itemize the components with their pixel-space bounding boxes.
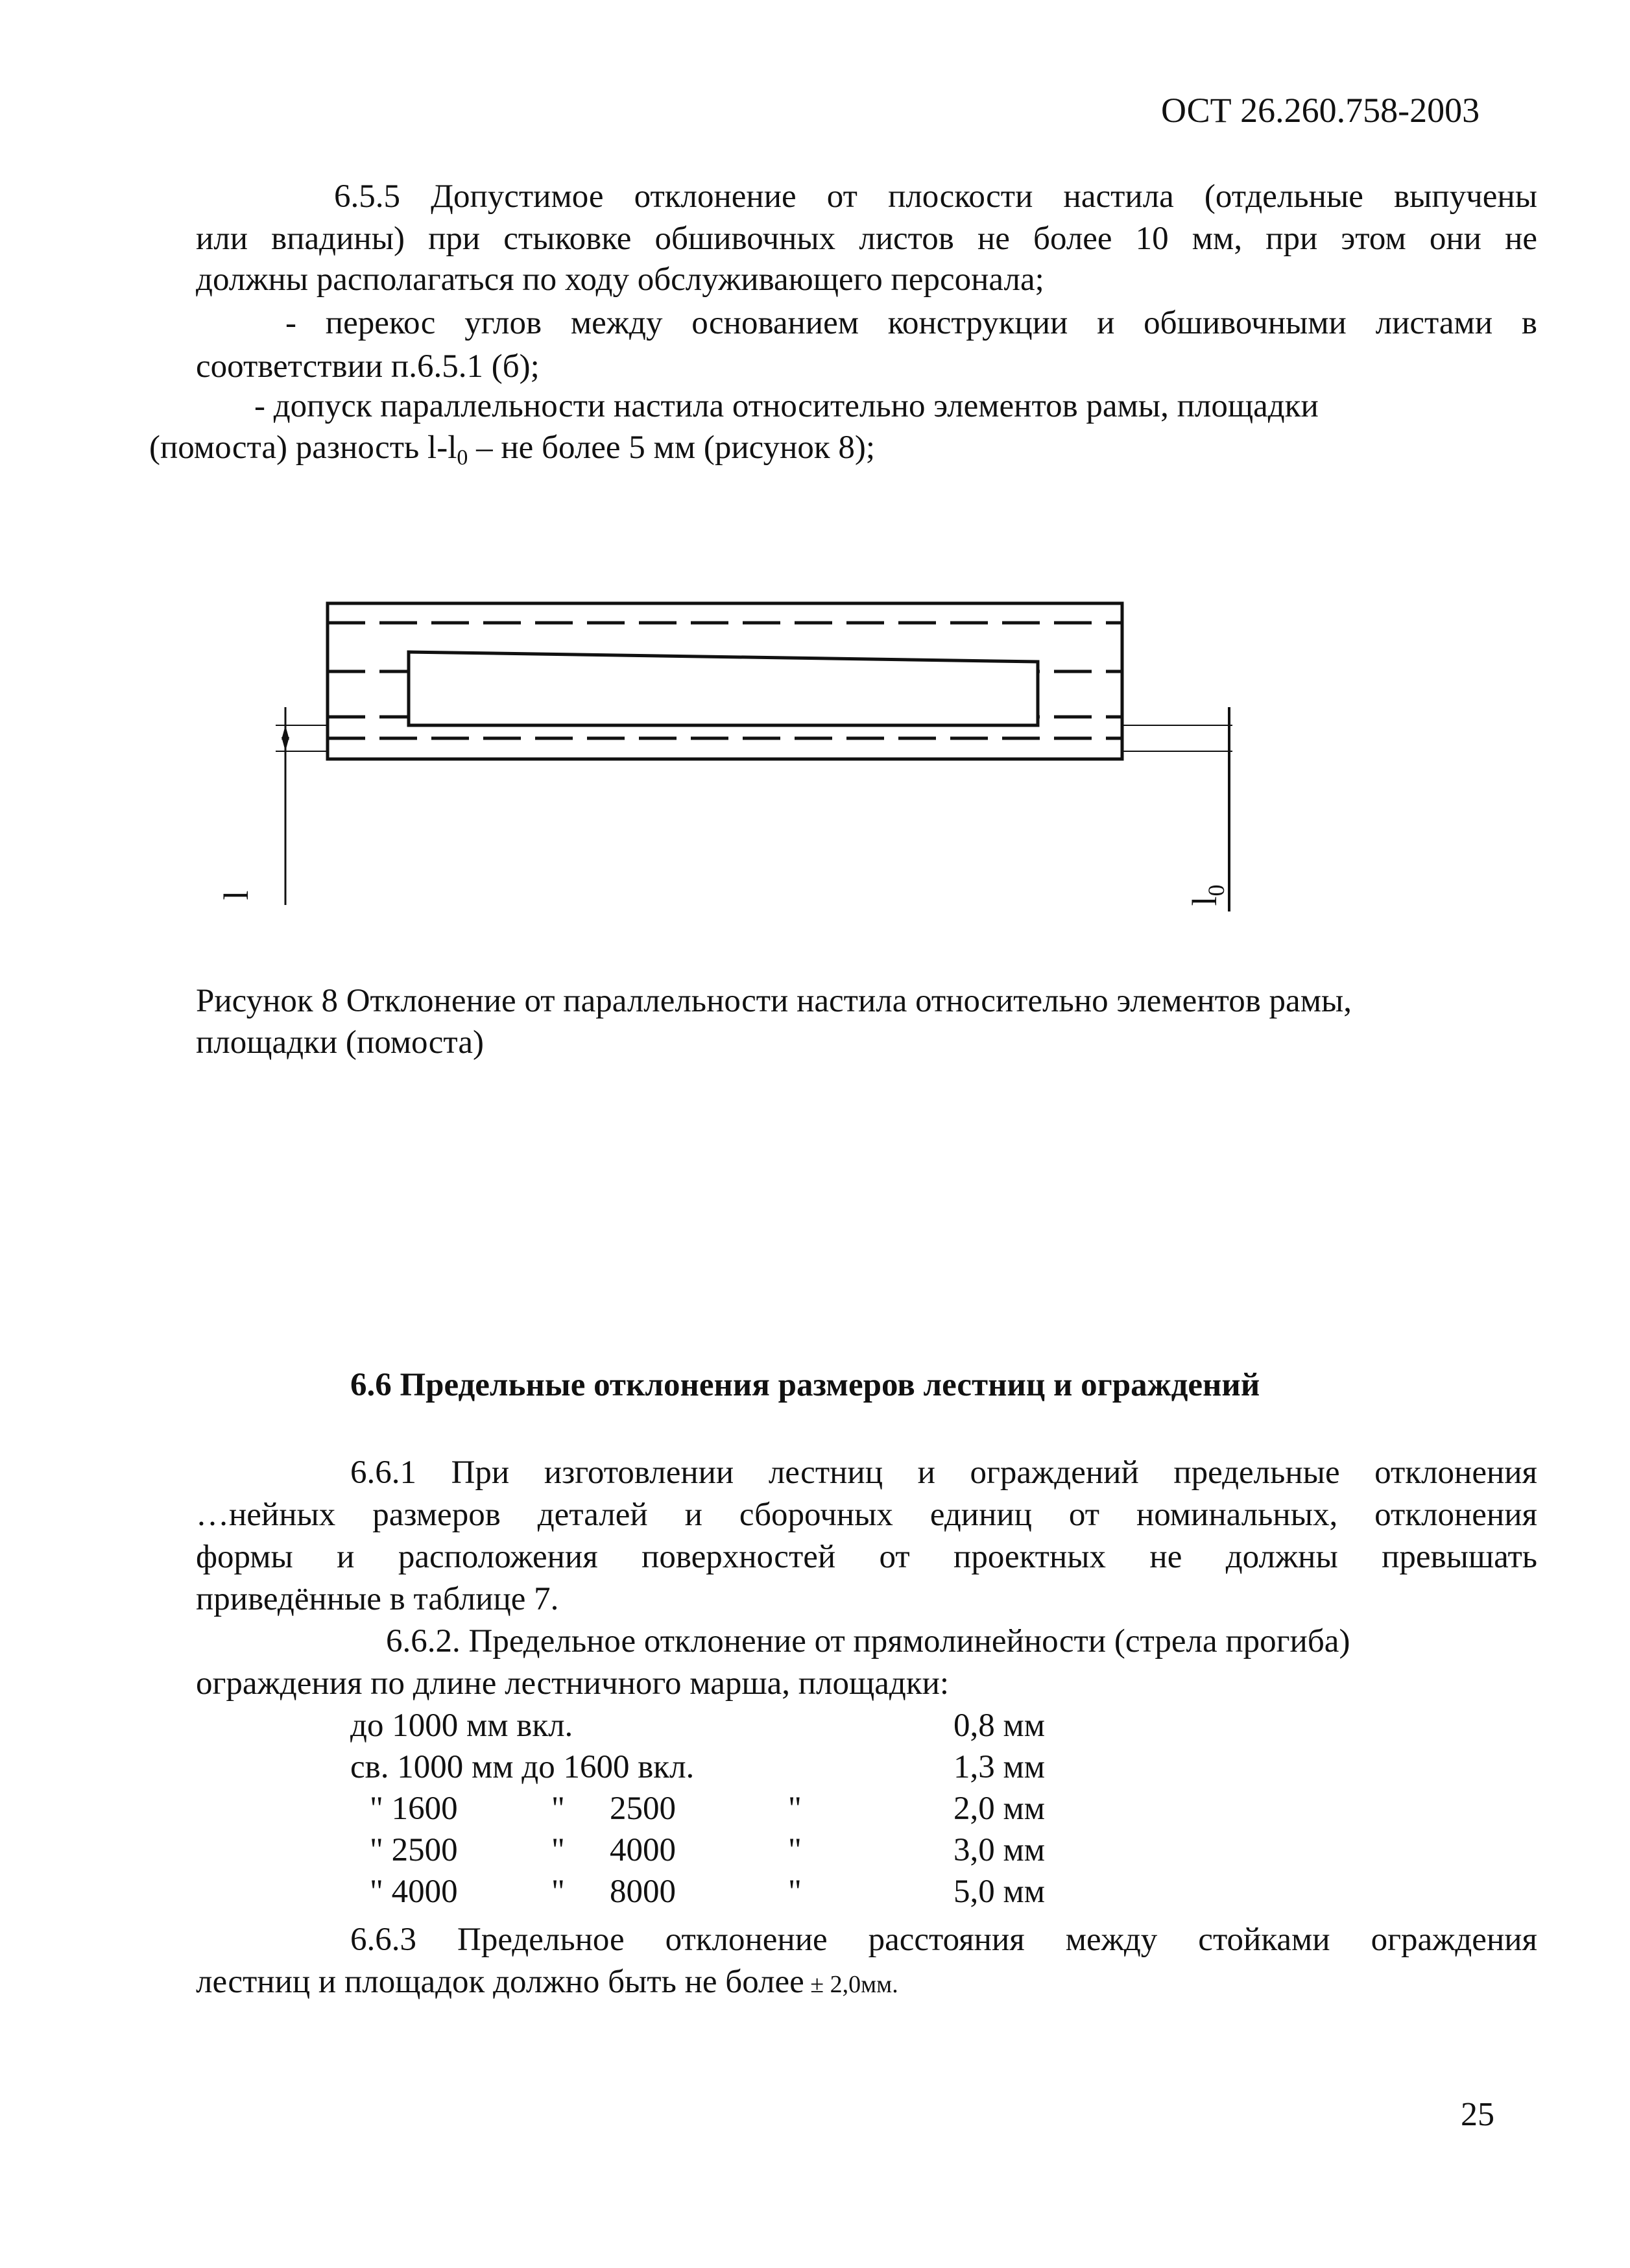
list-item-range: " 1600 xyxy=(370,1791,458,1827)
list-item-range: св. 1000 мм до 1600 вкл. xyxy=(350,1749,695,1785)
paragraph-6-6-1-line-3: формы и расположения поверхностей от проектных не должны превышать xyxy=(196,1539,1537,1575)
figure-8-drawing xyxy=(0,558,1630,947)
list-item-range: " 2500 xyxy=(370,1832,458,1868)
text-run: (помоста) разность l-l xyxy=(149,429,457,466)
arrow xyxy=(282,737,289,751)
list-item-ditto: " xyxy=(788,1874,802,1910)
list-item-ditto: " xyxy=(551,1791,565,1827)
list-item-ditto: " xyxy=(788,1791,802,1827)
list-item-range: до 1000 мм вкл. xyxy=(350,1707,573,1744)
paragraph-6-5-5-line-2: или впадины) при стыковке обшивочных листов не более 10 мм, при этом они не xyxy=(196,221,1537,257)
paragraph-6-6-3-line-1: 6.6.3 Предельное отклонение расстояния между стойками ограждения xyxy=(350,1922,1537,1958)
paragraph-6-5-5-line-6: - допуск параллельности настила относительно элементов рамы, площадки xyxy=(254,388,1319,424)
list-item-value: 5,0 мм xyxy=(953,1874,1046,1910)
paragraph-6-6-3-line-2 xyxy=(196,1962,898,2004)
svg-text:l0 xyxy=(1185,884,1229,906)
list-item-value: 3,0 мм xyxy=(953,1832,1046,1868)
subscript: 0 xyxy=(457,446,468,470)
label-subscript: 0 xyxy=(1203,884,1229,897)
document-code: ОСТ 26.260.758-2003 xyxy=(1161,91,1480,130)
deck-plate xyxy=(409,652,1038,725)
list-item-range: " 4000 xyxy=(370,1874,458,1910)
paragraph-6-5-5-line-3: должны располагаться по ходу обслуживающего персонала; xyxy=(196,261,1044,298)
figure-caption-line-2: площадки (помоста) xyxy=(196,1024,484,1061)
list-item-range-end: 4000 xyxy=(610,1832,676,1868)
paragraph-6-6-1-line-4: приведённые в таблице 7. xyxy=(196,1581,559,1617)
text-run: – не более 5 мм (рисунок 8); xyxy=(468,429,876,466)
list-item-value: 0,8 мм xyxy=(953,1707,1046,1744)
paragraph-6-6-1-line-2: …нейных размеров деталей и сборочных единиц от номинальных, отклонения xyxy=(196,1497,1537,1533)
list-item-ditto: " xyxy=(788,1832,802,1868)
paragraph-6-5-5-line-7 xyxy=(149,428,875,477)
paragraph-6-5-5-line-4: - перекос углов между основанием конструкции и обшивочными листами в xyxy=(285,305,1537,341)
list-item-range-end: 8000 xyxy=(610,1874,676,1910)
paragraph-6-5-5-line-1: 6.5.5 Допустимое отклонение от плоскости настила (отдельные выпучены xyxy=(334,178,1537,215)
tolerance-value: ± 2,0мм. xyxy=(804,1971,898,1998)
paragraph-6-6-2-line-2: ограждения по длине лестничного марша, площадки: xyxy=(196,1665,950,1702)
dimension-label-l: l xyxy=(217,890,256,900)
paragraph-6-5-5-line-5: соответствии п.6.5.1 (б); xyxy=(196,348,540,385)
page-number: 25 xyxy=(1461,2096,1494,2133)
figure-caption-line-1: Рисунок 8 Отклонение от параллельности настила относительно элементов рамы, xyxy=(196,983,1352,1019)
list-item-range-end: 2500 xyxy=(610,1791,676,1827)
dimension-label-l0 xyxy=(1185,884,1229,906)
paragraph-6-6-1-line-1: 6.6.1 При изготовлении лестниц и ограждений предельные отклонения xyxy=(350,1454,1537,1491)
text-run: лестниц и площадок должно быть не более xyxy=(196,1964,804,2000)
list-item-ditto: " xyxy=(551,1832,565,1868)
section-heading: 6.6 Предельные отклонения размеров лестниц и ограждений xyxy=(350,1367,1260,1403)
list-item-value: 1,3 мм xyxy=(953,1749,1046,1785)
list-item-ditto: " xyxy=(551,1874,565,1910)
label-base: l xyxy=(1185,896,1224,906)
paragraph-6-6-2-line-1: 6.6.2. Предельное отклонение от прямолинейности (стрела прогиба) xyxy=(386,1623,1350,1659)
list-item-value: 2,0 мм xyxy=(953,1791,1046,1827)
